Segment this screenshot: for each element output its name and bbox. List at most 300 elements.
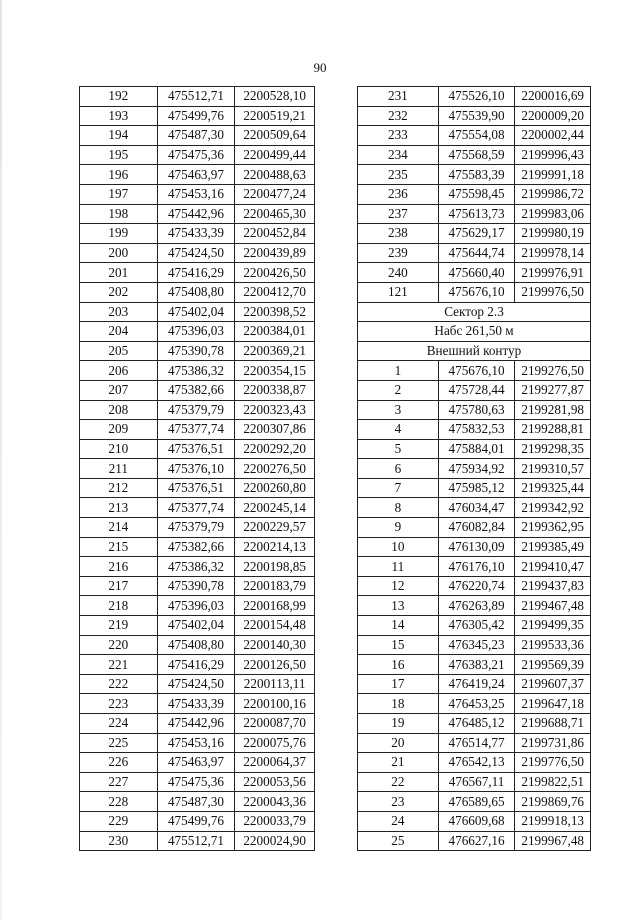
y-coordinate-cell: 2200452,84 (235, 224, 315, 244)
point-number-cell: 9 (358, 518, 439, 538)
y-coordinate-cell: 2199688,71 (515, 714, 591, 734)
table-row (358, 655, 591, 675)
y-coordinate-cell: 2200384,01 (235, 322, 315, 342)
x-coordinate-cell: 475376,51 (157, 439, 235, 459)
table-row (80, 557, 315, 577)
x-coordinate-cell: 475376,10 (157, 459, 235, 479)
point-number-cell: 201 (80, 263, 158, 283)
contour-label-row (358, 341, 591, 361)
y-coordinate-cell: 2199310,57 (515, 459, 591, 479)
point-number-cell: 226 (80, 753, 158, 773)
x-coordinate-cell: 475780,63 (438, 400, 515, 420)
table-row (80, 361, 315, 381)
point-number-cell: 16 (358, 655, 439, 675)
x-coordinate-cell: 475379,79 (157, 518, 235, 538)
y-coordinate-cell: 2200100,16 (235, 694, 315, 714)
point-number-cell: 6 (358, 459, 439, 479)
x-coordinate-cell: 475499,76 (157, 106, 235, 126)
point-number-cell: 13 (358, 596, 439, 616)
point-number-cell: 203 (80, 302, 158, 322)
x-coordinate-cell: 475386,32 (157, 361, 235, 381)
point-number-cell: 14 (358, 616, 439, 636)
y-coordinate-cell: 2200002,44 (515, 126, 591, 146)
x-coordinate-cell: 475512,71 (157, 87, 235, 107)
x-coordinate-cell: 476345,23 (438, 635, 515, 655)
point-number-cell: 5 (358, 439, 439, 459)
table-row (358, 616, 591, 636)
point-number-cell: 3 (358, 400, 439, 420)
point-number-cell: 1 (358, 361, 439, 381)
point-number-cell: 212 (80, 478, 158, 498)
point-number-cell: 21 (358, 753, 439, 773)
x-coordinate-cell: 475386,32 (157, 557, 235, 577)
y-coordinate-cell: 2200214,13 (235, 537, 315, 557)
table-row (80, 576, 315, 596)
x-coordinate-cell: 475475,36 (157, 145, 235, 165)
y-coordinate-cell: 2200465,30 (235, 204, 315, 224)
y-coordinate-cell: 2200509,64 (235, 126, 315, 146)
x-coordinate-cell: 476609,68 (438, 811, 515, 831)
point-number-cell: 238 (358, 224, 439, 244)
y-coordinate-cell: 2199731,86 (515, 733, 591, 753)
point-number-cell: 216 (80, 557, 158, 577)
x-coordinate-cell: 476176,10 (438, 557, 515, 577)
table-row (358, 380, 591, 400)
table-row (80, 694, 315, 714)
point-number-cell: 205 (80, 341, 158, 361)
y-coordinate-cell: 2200064,37 (235, 753, 315, 773)
x-coordinate-cell: 475433,39 (157, 224, 235, 244)
point-number-cell: 22 (358, 772, 439, 792)
point-number-cell: 200 (80, 243, 158, 263)
point-number-cell: 227 (80, 772, 158, 792)
x-coordinate-cell: 475676,10 (438, 282, 515, 302)
table-row (80, 263, 315, 283)
x-coordinate-cell: 475396,03 (157, 596, 235, 616)
table-row (358, 831, 591, 851)
table-row (80, 674, 315, 694)
table-row (80, 165, 315, 185)
table-row (358, 576, 591, 596)
table-row (80, 341, 315, 361)
x-coordinate-cell: 475629,17 (438, 224, 515, 244)
table-row (358, 400, 591, 420)
y-coordinate-cell: 2200198,85 (235, 557, 315, 577)
point-number-cell: 23 (358, 792, 439, 812)
table-row (358, 204, 591, 224)
point-number-cell: 193 (80, 106, 158, 126)
table-row (358, 87, 591, 107)
y-coordinate-cell: 2199499,35 (515, 616, 591, 636)
y-coordinate-cell: 2199410,47 (515, 557, 591, 577)
y-coordinate-cell: 2200477,24 (235, 184, 315, 204)
y-coordinate-cell: 2200183,79 (235, 576, 315, 596)
table-row (358, 537, 591, 557)
x-coordinate-cell: 475463,97 (157, 165, 235, 185)
y-coordinate-cell: 2199533,36 (515, 635, 591, 655)
y-coordinate-cell: 2199342,92 (515, 498, 591, 518)
table-row (80, 87, 315, 107)
y-coordinate-cell: 2199607,37 (515, 674, 591, 694)
table-row (358, 596, 591, 616)
table-row (80, 831, 315, 851)
table-row (80, 772, 315, 792)
y-coordinate-cell: 2199647,18 (515, 694, 591, 714)
x-coordinate-cell: 476220,74 (438, 576, 515, 596)
table-row (80, 145, 315, 165)
x-coordinate-cell: 475539,90 (438, 106, 515, 126)
point-number-cell: 2 (358, 380, 439, 400)
y-coordinate-cell: 2199980,19 (515, 224, 591, 244)
table-row (80, 753, 315, 773)
y-coordinate-cell: 2199983,06 (515, 204, 591, 224)
x-coordinate-cell: 475379,79 (157, 400, 235, 420)
point-number-cell: 240 (358, 263, 439, 283)
table-row (358, 106, 591, 126)
y-coordinate-cell: 2199869,76 (515, 792, 591, 812)
table-row (80, 243, 315, 263)
table-row (358, 674, 591, 694)
point-number-cell: 215 (80, 537, 158, 557)
x-coordinate-cell: 475402,04 (157, 302, 235, 322)
x-coordinate-cell: 475408,80 (157, 282, 235, 302)
table-row (80, 184, 315, 204)
point-number-cell: 222 (80, 674, 158, 694)
x-coordinate-cell: 475390,78 (157, 341, 235, 361)
y-coordinate-cell: 2200016,69 (515, 87, 591, 107)
x-coordinate-cell: 475424,50 (157, 674, 235, 694)
table-row (80, 322, 315, 342)
point-number-cell: 20 (358, 733, 439, 753)
y-coordinate-cell: 2199276,50 (515, 361, 591, 381)
x-coordinate-cell: 475568,59 (438, 145, 515, 165)
point-number-cell: 223 (80, 694, 158, 714)
point-number-cell: 220 (80, 635, 158, 655)
x-coordinate-cell: 475583,39 (438, 165, 515, 185)
left-coordinates-table (79, 86, 315, 851)
x-coordinate-cell: 475433,39 (157, 694, 235, 714)
table-row (80, 126, 315, 146)
table-row (80, 224, 315, 244)
x-coordinate-cell: 475376,51 (157, 478, 235, 498)
y-coordinate-cell: 2200113,11 (235, 674, 315, 694)
y-coordinate-cell: 2200245,14 (235, 498, 315, 518)
contour-label: Внешний контур (358, 341, 591, 361)
table-row (80, 302, 315, 322)
point-number-cell: 229 (80, 811, 158, 831)
table-row (80, 420, 315, 440)
point-number-cell: 199 (80, 224, 158, 244)
point-number-cell: 217 (80, 576, 158, 596)
point-number-cell: 204 (80, 322, 158, 342)
table-row (358, 635, 591, 655)
y-coordinate-cell: 2199362,95 (515, 518, 591, 538)
point-number-cell: 8 (358, 498, 439, 518)
y-coordinate-cell: 2200528,10 (235, 87, 315, 107)
point-number-cell: 192 (80, 87, 158, 107)
y-coordinate-cell: 2200519,21 (235, 106, 315, 126)
y-coordinate-cell: 2199978,14 (515, 243, 591, 263)
point-number-cell: 231 (358, 87, 439, 107)
y-coordinate-cell: 2200307,86 (235, 420, 315, 440)
y-coordinate-cell: 2199385,49 (515, 537, 591, 557)
x-coordinate-cell: 475832,53 (438, 420, 515, 440)
y-coordinate-cell: 2200439,89 (235, 243, 315, 263)
x-coordinate-cell: 476034,47 (438, 498, 515, 518)
x-coordinate-cell: 475728,44 (438, 380, 515, 400)
x-coordinate-cell: 475934,92 (438, 459, 515, 479)
table-row (80, 616, 315, 636)
x-coordinate-cell: 475390,78 (157, 576, 235, 596)
table-row (80, 380, 315, 400)
table-row (80, 811, 315, 831)
point-number-cell: 211 (80, 459, 158, 479)
x-coordinate-cell: 475416,29 (157, 655, 235, 675)
x-coordinate-cell: 475396,03 (157, 322, 235, 342)
x-coordinate-cell: 475453,16 (157, 733, 235, 753)
x-coordinate-cell: 476419,24 (438, 674, 515, 694)
scan-edge-shadow (0, 0, 2, 920)
table-row (80, 459, 315, 479)
table-row (358, 263, 591, 283)
x-coordinate-cell: 475453,16 (157, 184, 235, 204)
x-coordinate-cell: 476514,77 (438, 733, 515, 753)
point-number-cell: 233 (358, 126, 439, 146)
x-coordinate-cell: 475660,40 (438, 263, 515, 283)
y-coordinate-cell: 2199298,35 (515, 439, 591, 459)
x-coordinate-cell: 476263,89 (438, 596, 515, 616)
y-coordinate-cell: 2199918,13 (515, 811, 591, 831)
y-coordinate-cell: 2199277,87 (515, 380, 591, 400)
point-number-cell: 224 (80, 714, 158, 734)
x-coordinate-cell: 475377,74 (157, 498, 235, 518)
table-row (358, 478, 591, 498)
point-number-cell: 197 (80, 184, 158, 204)
table-row (358, 733, 591, 753)
table-row (358, 792, 591, 812)
point-number-cell: 12 (358, 576, 439, 596)
x-coordinate-cell: 475475,36 (157, 772, 235, 792)
y-coordinate-cell: 2199976,91 (515, 263, 591, 283)
y-coordinate-cell: 2200369,21 (235, 341, 315, 361)
table-row (358, 145, 591, 165)
point-number-cell: 25 (358, 831, 439, 851)
y-coordinate-cell: 2200260,80 (235, 478, 315, 498)
point-number-cell: 237 (358, 204, 439, 224)
point-number-cell: 209 (80, 420, 158, 440)
y-coordinate-cell: 2200009,20 (515, 106, 591, 126)
y-coordinate-cell: 2200140,30 (235, 635, 315, 655)
x-coordinate-cell: 476130,09 (438, 537, 515, 557)
sector-title-row (358, 302, 591, 322)
table-row (358, 243, 591, 263)
table-row (80, 498, 315, 518)
y-coordinate-cell: 2200168,99 (235, 596, 315, 616)
x-coordinate-cell: 475985,12 (438, 478, 515, 498)
point-number-cell: 206 (80, 361, 158, 381)
y-coordinate-cell: 2200292,20 (235, 439, 315, 459)
point-number-cell: 4 (358, 420, 439, 440)
x-coordinate-cell: 475442,96 (157, 714, 235, 734)
x-coordinate-cell: 476383,21 (438, 655, 515, 675)
x-coordinate-cell: 475487,30 (157, 126, 235, 146)
table-row (80, 106, 315, 126)
table-row (358, 772, 591, 792)
table-row (358, 126, 591, 146)
y-coordinate-cell: 2199822,51 (515, 772, 591, 792)
point-number-cell: 10 (358, 537, 439, 557)
point-number-cell: 228 (80, 792, 158, 812)
y-coordinate-cell: 2199569,39 (515, 655, 591, 675)
table-row (358, 184, 591, 204)
x-coordinate-cell: 476567,11 (438, 772, 515, 792)
y-coordinate-cell: 2200323,43 (235, 400, 315, 420)
point-number-cell: 24 (358, 811, 439, 831)
y-coordinate-cell: 2200412,70 (235, 282, 315, 302)
table-row (80, 792, 315, 812)
x-coordinate-cell: 475416,29 (157, 263, 235, 283)
y-coordinate-cell: 2199996,43 (515, 145, 591, 165)
y-coordinate-cell: 2200229,57 (235, 518, 315, 538)
point-number-cell: 202 (80, 282, 158, 302)
point-number-cell: 195 (80, 145, 158, 165)
table-row (358, 518, 591, 538)
x-coordinate-cell: 475487,30 (157, 792, 235, 812)
table-row (358, 439, 591, 459)
table-row (80, 635, 315, 655)
x-coordinate-cell: 476305,42 (438, 616, 515, 636)
point-number-cell: 210 (80, 439, 158, 459)
point-number-cell: 221 (80, 655, 158, 675)
point-number-cell: 18 (358, 694, 439, 714)
point-number-cell: 214 (80, 518, 158, 538)
x-coordinate-cell: 475382,66 (157, 537, 235, 557)
y-coordinate-cell: 2200075,76 (235, 733, 315, 753)
point-number-cell: 196 (80, 165, 158, 185)
y-coordinate-cell: 2199281,98 (515, 400, 591, 420)
x-coordinate-cell: 476485,12 (438, 714, 515, 734)
x-coordinate-cell: 476542,13 (438, 753, 515, 773)
point-number-cell: 11 (358, 557, 439, 577)
sector-height-row (358, 322, 591, 342)
point-number-cell: 225 (80, 733, 158, 753)
table-row (358, 282, 591, 302)
table-row (80, 655, 315, 675)
y-coordinate-cell: 2200354,15 (235, 361, 315, 381)
x-coordinate-cell: 475598,45 (438, 184, 515, 204)
point-number-cell: 17 (358, 674, 439, 694)
y-coordinate-cell: 2199325,44 (515, 478, 591, 498)
x-coordinate-cell: 475377,74 (157, 420, 235, 440)
y-coordinate-cell: 2199288,81 (515, 420, 591, 440)
point-number-cell: 218 (80, 596, 158, 616)
y-coordinate-cell: 2200426,50 (235, 263, 315, 283)
point-number-cell: 121 (358, 282, 439, 302)
x-coordinate-cell: 475424,50 (157, 243, 235, 263)
table-row (358, 811, 591, 831)
table-row (80, 714, 315, 734)
x-coordinate-cell: 475463,97 (157, 753, 235, 773)
point-number-cell: 239 (358, 243, 439, 263)
x-coordinate-cell: 475644,74 (438, 243, 515, 263)
y-coordinate-cell: 2200338,87 (235, 380, 315, 400)
table-row (358, 165, 591, 185)
table-row (80, 537, 315, 557)
point-number-cell: 236 (358, 184, 439, 204)
point-number-cell: 219 (80, 616, 158, 636)
y-coordinate-cell: 2199967,48 (515, 831, 591, 851)
point-number-cell: 235 (358, 165, 439, 185)
point-number-cell: 230 (80, 831, 158, 851)
table-row (358, 753, 591, 773)
point-number-cell: 7 (358, 478, 439, 498)
table-row (80, 282, 315, 302)
sector-title: Сектор 2.3 (358, 302, 591, 322)
y-coordinate-cell: 2200398,52 (235, 302, 315, 322)
x-coordinate-cell: 475676,10 (438, 361, 515, 381)
y-coordinate-cell: 2199467,48 (515, 596, 591, 616)
point-number-cell: 232 (358, 106, 439, 126)
point-number-cell: 194 (80, 126, 158, 146)
y-coordinate-cell: 2200087,70 (235, 714, 315, 734)
table-row (80, 733, 315, 753)
table-row (80, 439, 315, 459)
x-coordinate-cell: 476082,84 (438, 518, 515, 538)
x-coordinate-cell: 475512,71 (157, 831, 235, 851)
point-number-cell: 234 (358, 145, 439, 165)
table-row (358, 694, 591, 714)
x-coordinate-cell: 475442,96 (157, 204, 235, 224)
x-coordinate-cell: 475408,80 (157, 635, 235, 655)
y-coordinate-cell: 2199976,50 (515, 282, 591, 302)
y-coordinate-cell: 2200488,63 (235, 165, 315, 185)
x-coordinate-cell: 475499,76 (157, 811, 235, 831)
point-number-cell: 207 (80, 380, 158, 400)
y-coordinate-cell: 2199437,83 (515, 576, 591, 596)
right-coordinates-table (357, 86, 591, 851)
table-row (80, 596, 315, 616)
table-row (358, 714, 591, 734)
y-coordinate-cell: 2200053,56 (235, 772, 315, 792)
table-row (358, 557, 591, 577)
x-coordinate-cell: 476453,25 (438, 694, 515, 714)
table-row (80, 518, 315, 538)
sector-height: Набс 261,50 м (358, 322, 591, 342)
x-coordinate-cell: 476589,65 (438, 792, 515, 812)
y-coordinate-cell: 2200043,36 (235, 792, 315, 812)
y-coordinate-cell: 2200033,79 (235, 811, 315, 831)
x-coordinate-cell: 476627,16 (438, 831, 515, 851)
y-coordinate-cell: 2200024,90 (235, 831, 315, 851)
table-row (80, 400, 315, 420)
x-coordinate-cell: 475526,10 (438, 87, 515, 107)
y-coordinate-cell: 2199986,72 (515, 184, 591, 204)
x-coordinate-cell: 475382,66 (157, 380, 235, 400)
y-coordinate-cell: 2199991,18 (515, 165, 591, 185)
x-coordinate-cell: 475402,04 (157, 616, 235, 636)
y-coordinate-cell: 2200126,50 (235, 655, 315, 675)
y-coordinate-cell: 2199776,50 (515, 753, 591, 773)
point-number-cell: 198 (80, 204, 158, 224)
x-coordinate-cell: 475613,73 (438, 204, 515, 224)
y-coordinate-cell: 2200499,44 (235, 145, 315, 165)
table-row (80, 204, 315, 224)
table-row (80, 478, 315, 498)
x-coordinate-cell: 475554,08 (438, 126, 515, 146)
table-row (358, 361, 591, 381)
point-number-cell: 19 (358, 714, 439, 734)
y-coordinate-cell: 2200154,48 (235, 616, 315, 636)
